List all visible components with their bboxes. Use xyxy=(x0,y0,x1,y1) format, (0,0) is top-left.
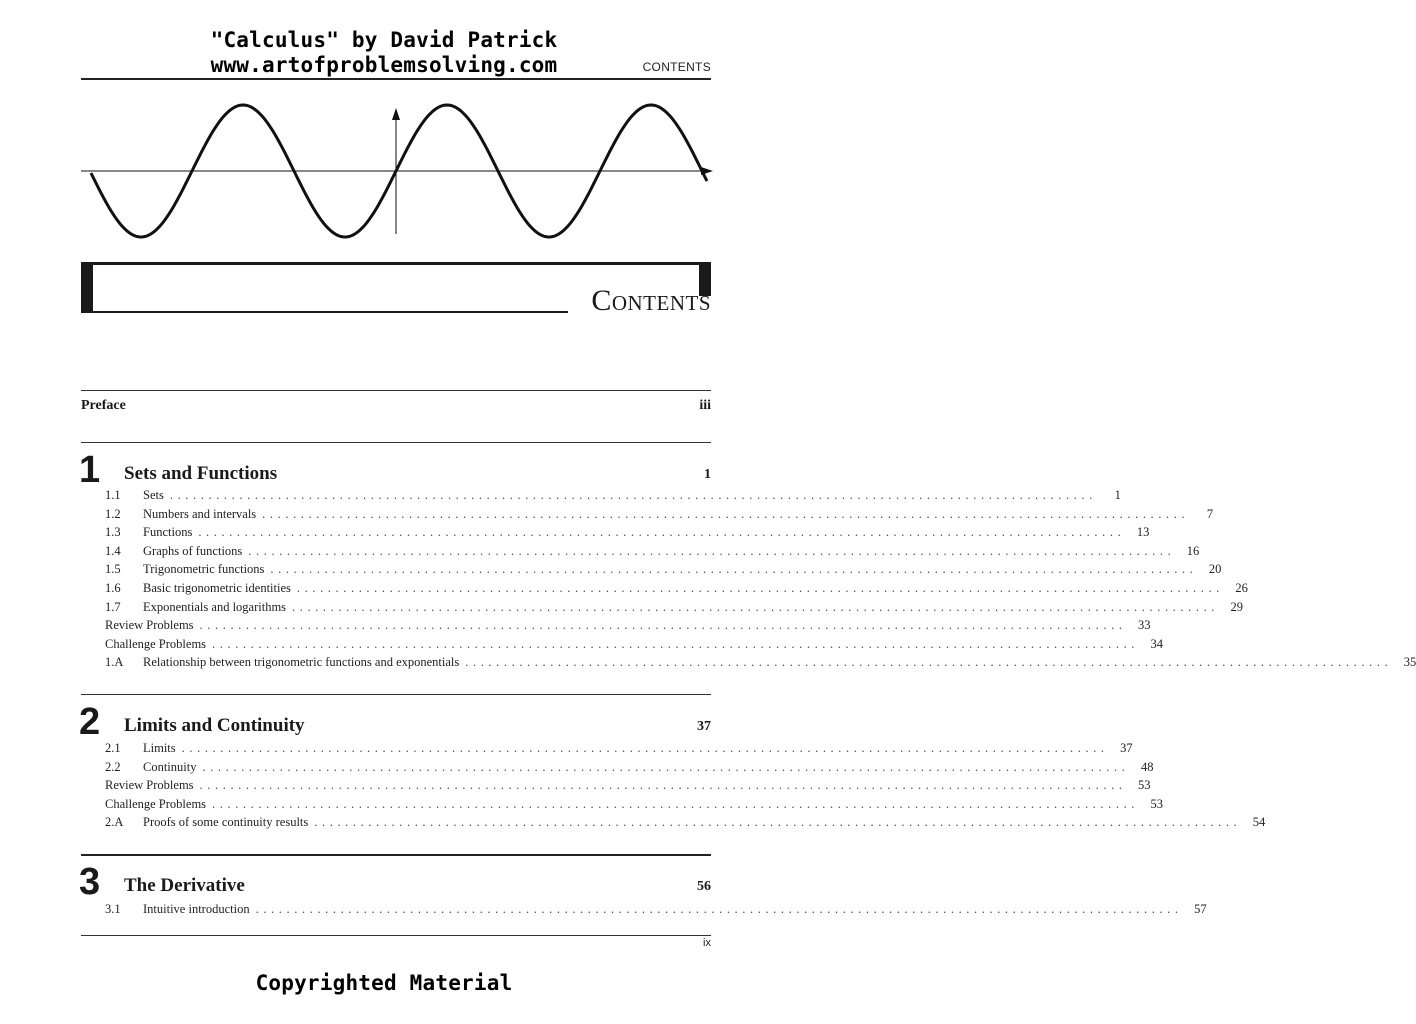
toc-entry[interactable] xyxy=(105,542,1200,560)
toc-entry-title: Basic trigonometric identities xyxy=(143,581,291,595)
toc-entry-number: 1.7 xyxy=(105,599,121,614)
toc-entry-title: Continuity xyxy=(143,759,197,774)
toc-entry-page: 34 xyxy=(1150,636,1164,651)
preface-label[interactable]: Preface xyxy=(81,398,126,413)
watermark-url: www.artofproblemsolving.com xyxy=(210,53,558,77)
preface-page: iii xyxy=(699,398,711,413)
toc-entry-title: Proofs of some continuity results xyxy=(143,815,309,830)
toc-entry[interactable] xyxy=(105,579,1248,597)
toc-entry[interactable] xyxy=(105,758,1154,776)
toc-entry-title: Trigonometric functions xyxy=(143,562,265,577)
toc-entry-page: 20 xyxy=(1208,562,1222,577)
toc-entry-page: 16 xyxy=(1186,543,1200,558)
toc-entry[interactable] xyxy=(105,486,1121,504)
dot-leader: ........................................................................................................................ xyxy=(262,506,1190,521)
toc-entry[interactable] xyxy=(105,813,1266,831)
toc-entry-number: 2.A xyxy=(105,815,124,830)
toc-entry-page: 26 xyxy=(1235,581,1248,595)
toc-entry-number: 2.1 xyxy=(105,741,121,755)
toc-entry-page: 1 xyxy=(1114,488,1121,502)
chapter-title[interactable]: The Derivative xyxy=(124,875,245,896)
toc-entry-page: 13 xyxy=(1136,525,1150,540)
toc-entry-number: 2.2 xyxy=(105,759,121,774)
y-axis-arrowhead xyxy=(392,108,400,120)
toc-entry-title: Challenge Problems xyxy=(105,636,207,651)
dot-leader: ........................................................................................................................ xyxy=(296,581,1224,595)
toc-entry-page: 29 xyxy=(1230,599,1244,614)
toc-entry-number: 1.1 xyxy=(105,488,121,502)
toc-entry[interactable] xyxy=(105,776,1151,794)
toc-entry-page: 48 xyxy=(1140,759,1154,774)
toc-entry[interactable] xyxy=(105,598,1244,616)
footer-rule xyxy=(81,935,711,936)
chapter-divider xyxy=(81,854,711,856)
toc-entry[interactable] xyxy=(105,523,1150,541)
toc-entry-page: 53 xyxy=(1150,796,1164,811)
watermark-title: "Calculus" by David Patrick xyxy=(210,28,558,52)
chapter-page: 37 xyxy=(697,719,711,734)
dot-leader: ........................................................................................................................ xyxy=(248,543,1176,558)
running-head: CONTENTS xyxy=(642,60,711,74)
toc-entry-number: 1.5 xyxy=(105,562,121,577)
page-number: ix xyxy=(703,937,711,949)
toc-entry[interactable] xyxy=(105,739,1133,757)
chapter-banner-bottom xyxy=(81,311,568,313)
preface-rule-top xyxy=(81,390,711,391)
toc-entry-number: 1.4 xyxy=(105,543,121,558)
chapter-banner-top xyxy=(81,262,711,265)
chapter-divider xyxy=(81,694,711,695)
dot-leader: ........................................................................................................................ xyxy=(255,902,1183,916)
dot-leader: ........................................................................................................................ xyxy=(198,525,1126,540)
toc-entry[interactable] xyxy=(105,616,1151,634)
toc-entry[interactable] xyxy=(105,635,1164,653)
chapter-title[interactable]: Limits and Continuity xyxy=(124,715,305,736)
dot-leader: ........................................................................................................................ xyxy=(181,741,1109,755)
toc-entry-number: 1.A xyxy=(105,655,124,670)
toc-entry-title: Graphs of functions xyxy=(143,543,243,558)
toc-entry-title: Intuitive introduction xyxy=(143,902,250,916)
chapter-page: 1 xyxy=(704,467,711,482)
toc-entry-title: Exponentials and logarithms xyxy=(143,599,287,614)
dot-leader: ........................................................................................................................ xyxy=(199,778,1127,793)
toc-entry-number: 1.3 xyxy=(105,525,121,540)
chapter-banner-left xyxy=(81,262,93,313)
dot-leader: ........................................................................................................................ xyxy=(212,636,1140,651)
chapter-page: 56 xyxy=(697,879,711,894)
toc-entry-page: 35 xyxy=(1403,655,1416,670)
dot-leader: ........................................................................................................................ xyxy=(292,599,1220,614)
toc-entry[interactable] xyxy=(105,795,1164,813)
toc-entry-title: Limits xyxy=(143,741,176,755)
toc-entry[interactable] xyxy=(105,560,1222,578)
toc-entry-page: 57 xyxy=(1194,902,1207,916)
dot-leader: ........................................................................................................................ xyxy=(465,655,1393,670)
sine-wave-illustration xyxy=(81,98,713,244)
toc-entry-title: Functions xyxy=(143,525,193,540)
toc-entry-title: Review Problems xyxy=(105,778,194,793)
toc-entry-title: Review Problems xyxy=(105,618,194,633)
toc-entry-title: Numbers and intervals xyxy=(143,506,257,521)
chapter-title[interactable]: Sets and Functions xyxy=(124,463,278,484)
toc-entry-page: 7 xyxy=(1206,506,1214,521)
chapter-number: 1 xyxy=(79,449,101,491)
chapter-number: 2 xyxy=(79,701,101,743)
toc-entry-title: Sets xyxy=(143,488,164,502)
dot-leader: ........................................................................................................................ xyxy=(199,618,1127,633)
dot-leader: ........................................................................................................................ xyxy=(202,759,1130,774)
toc-entry[interactable] xyxy=(105,900,1207,918)
toc-entry-number: 1.2 xyxy=(105,506,121,521)
chapter-number: 3 xyxy=(79,861,101,903)
toc-entry[interactable] xyxy=(105,653,1416,671)
toc-entry-number: 3.1 xyxy=(105,902,121,916)
toc-entry-title: Relationship between trigonometric functions and exponentials xyxy=(143,655,460,670)
toc-entry[interactable] xyxy=(105,505,1214,523)
toc-entry-page: 33 xyxy=(1138,618,1151,633)
watermark-copyright: Copyrighted Material xyxy=(255,971,513,995)
preface-rule-bottom xyxy=(81,442,711,443)
dot-leader: ........................................................................................................................ xyxy=(169,488,1097,502)
dot-leader: ........................................................................................................................ xyxy=(212,796,1140,811)
page-title: Contents xyxy=(591,284,711,317)
toc-entry-page: 37 xyxy=(1120,741,1133,755)
toc-entry-number: 1.6 xyxy=(105,581,121,595)
dot-leader: ........................................................................................................................ xyxy=(270,562,1198,577)
toc-entry-page: 54 xyxy=(1252,815,1266,830)
toc-entry-title: Challenge Problems xyxy=(105,796,207,811)
dot-leader: ........................................................................................................................ xyxy=(314,815,1242,830)
header-rule xyxy=(81,78,711,80)
toc-entry-page: 53 xyxy=(1138,778,1151,793)
